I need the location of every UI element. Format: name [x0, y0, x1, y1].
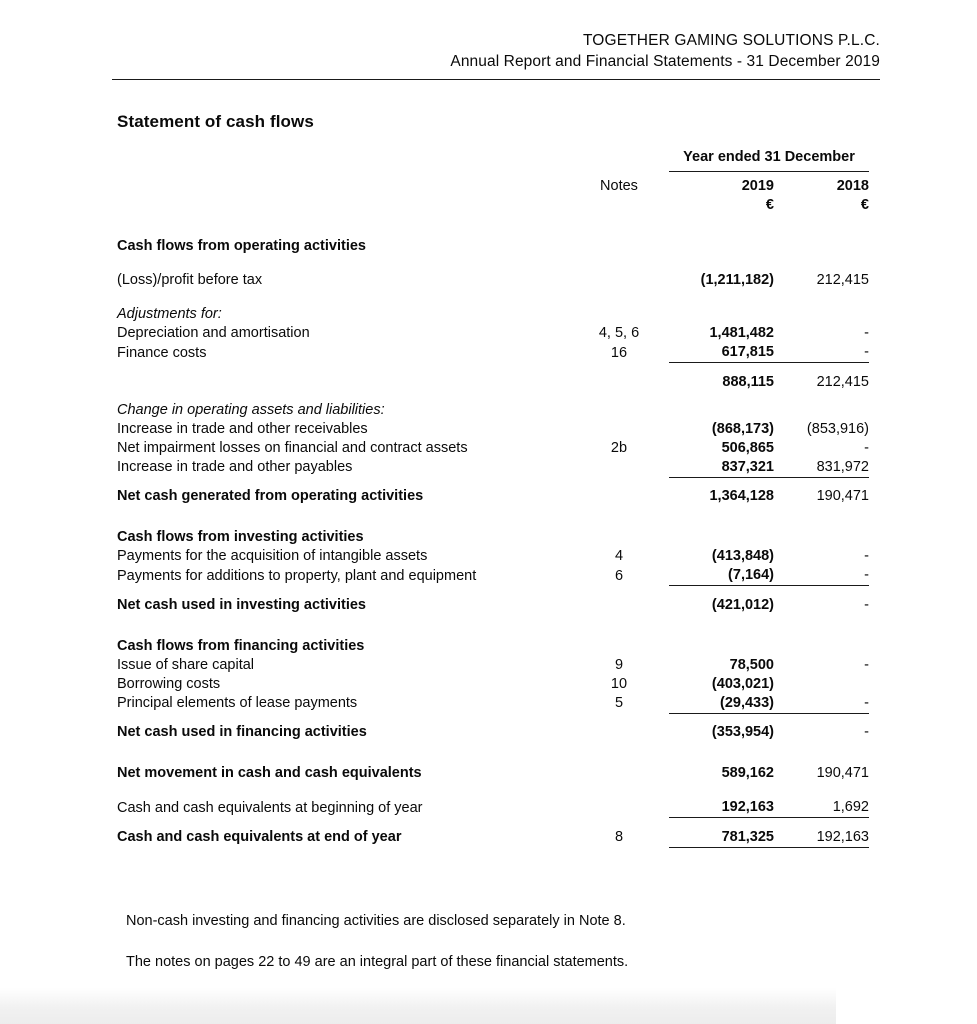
row-value-2018: 212,415 — [816, 272, 869, 288]
table-row-subtotal — [117, 373, 869, 392]
table-row — [117, 566, 869, 586]
row-value-2019: (868,173) — [711, 420, 774, 437]
row-label: Payments for the acquisition of intangible assets — [117, 548, 428, 564]
investing-heading-label: Cash flows from investing activities — [117, 529, 364, 545]
scan-edge-artifact — [0, 988, 836, 1024]
row-value-2018: 192,163 — [816, 828, 869, 845]
row-value-2018: - — [864, 694, 869, 711]
table-row — [117, 656, 869, 675]
currency-symbol-2018: € — [860, 197, 869, 213]
footnote-pages: The notes on pages 22 to 49 are an integral part of these financial statements. — [126, 954, 629, 970]
financing-heading-label: Cash flows from financing activities — [117, 637, 365, 654]
table-row — [117, 324, 869, 343]
row-notes — [569, 271, 669, 290]
column-header-notes: Notes — [600, 178, 638, 194]
currency-symbol-2019: € — [765, 197, 774, 213]
table-header-columns-row — [117, 177, 869, 196]
table-header-year-row — [117, 148, 869, 172]
row-label: Finance costs — [117, 344, 207, 361]
row-notes: 9 — [614, 656, 624, 673]
change-heading-label: Change in operating assets and liabilities: — [117, 401, 385, 418]
section-heading-financing — [117, 637, 869, 656]
row-value-2019: 781,325 — [721, 828, 774, 845]
total-rule-bottom — [117, 847, 869, 857]
company-name: TOGETHER GAMING SOLUTIONS P.L.C. — [582, 32, 880, 49]
row-label: Net cash generated from operating activities — [117, 488, 424, 504]
row-value-2019: 78,500 — [729, 656, 774, 673]
row-value-2019: (1,211,182) — [700, 272, 774, 288]
document-running-header — [112, 30, 880, 72]
row-value-2019: (413,848) — [711, 548, 774, 564]
table-header-currency-row — [117, 196, 869, 215]
table-row-cash-end — [117, 828, 869, 848]
row-label: (Loss)/profit before tax — [117, 272, 263, 288]
table-row-total-investing — [117, 596, 869, 615]
row-notes — [569, 458, 669, 478]
row-notes: 8 — [614, 829, 624, 845]
row-value-2018: - — [864, 344, 869, 360]
row-value-2018: (853,916) — [806, 420, 869, 437]
row-value-2019: (421,012) — [711, 596, 774, 613]
row-value-2018: - — [864, 439, 869, 456]
row-notes — [569, 764, 669, 783]
row-label: Borrowing costs — [117, 675, 221, 692]
row-notes: 4 — [614, 548, 624, 564]
table-row-total-financing — [117, 723, 869, 742]
row-label: Net cash used in financing activities — [117, 724, 367, 740]
row-value-2019: 192,163 — [721, 799, 774, 815]
table-row — [117, 439, 869, 458]
table-row — [117, 458, 869, 478]
row-notes — [569, 596, 669, 615]
section-heading-investing — [117, 528, 869, 547]
subtotal-rule-financing — [117, 713, 869, 723]
row-notes: 4, 5, 6 — [598, 325, 640, 341]
row-value-2019: 506,865 — [721, 439, 774, 456]
row-notes — [569, 487, 669, 506]
operating-heading-label: Cash flows from operating activities — [117, 238, 366, 254]
table-row — [117, 343, 869, 363]
row-notes: 5 — [614, 695, 624, 711]
row-label: Depreciation and amortisation — [117, 325, 310, 341]
subtotal-rule-operating — [117, 477, 869, 487]
column-header-2018: 2018 — [836, 178, 869, 194]
row-value-2018: - — [864, 656, 869, 673]
row-notes — [569, 798, 669, 818]
row-label: Net movement in cash and cash equivalents — [117, 765, 422, 781]
row-notes: 10 — [610, 675, 628, 692]
year-ended-header: Year ended 31 December — [669, 148, 869, 172]
row-value-2019: 589,162 — [721, 765, 774, 781]
table-row-cash-beginning — [117, 798, 869, 818]
section-heading-operating — [117, 237, 869, 256]
row-value-2019: 617,815 — [721, 344, 774, 360]
adjustments-heading-label: Adjustments for: — [117, 306, 222, 322]
row-value-2019: 888,115 — [722, 373, 774, 390]
row-notes — [569, 420, 669, 439]
row-value-2018: 190,471 — [816, 765, 869, 781]
row-label: Net cash used in investing activities — [117, 596, 366, 613]
row-value-2019: 837,321 — [721, 458, 774, 475]
row-label: Net impairment losses on financial and contract assets — [117, 439, 468, 456]
table-row — [117, 547, 869, 566]
footnote-noncash: Non-cash investing and financing activities are disclosed separately in Note 8. — [126, 913, 626, 929]
subtotal-rule-investing — [117, 586, 869, 596]
cash-flow-statement-table — [117, 148, 869, 857]
row-label — [117, 373, 569, 392]
row-value-2018: - — [864, 325, 869, 341]
row-value-2018: 190,471 — [816, 488, 869, 504]
page-title: Statement of cash flows — [117, 112, 314, 131]
row-label: Cash and cash equivalents at end of year — [117, 829, 402, 845]
subsection-heading-adjustments — [117, 305, 869, 324]
row-value-2018: 212,415 — [816, 373, 869, 390]
row-label: Payments for additions to property, plant and equipment — [117, 567, 477, 584]
table-row — [117, 694, 869, 714]
report-subtitle: Annual Report and Financial Statements - 31 December 2019 — [450, 53, 880, 70]
row-label: Cash and cash equivalents at beginning of year — [117, 799, 423, 816]
row-value-2018: - — [864, 596, 869, 613]
row-notes: 16 — [610, 344, 628, 361]
row-value-2019: (353,954) — [711, 724, 774, 740]
row-value-2018: - — [864, 548, 869, 564]
subsection-heading-change-operating — [117, 401, 869, 420]
row-value-2018: - — [864, 724, 869, 740]
subtotal-rule-adjustments — [117, 363, 869, 373]
row-label: Increase in trade and other receivables — [117, 420, 368, 437]
row-notes — [569, 373, 669, 392]
table-row — [117, 675, 869, 694]
row-value-2018: - — [864, 567, 869, 583]
row-label: Issue of share capital — [117, 656, 255, 673]
row-notes — [569, 723, 669, 742]
row-label: Principal elements of lease payments — [117, 695, 358, 711]
header-divider-rule — [112, 79, 880, 80]
total-rule-top — [117, 818, 869, 828]
table-row — [117, 420, 869, 439]
table-row-net-movement — [117, 764, 869, 783]
row-value-2019: (403,021) — [711, 675, 774, 692]
row-value-2019: 1,364,128 — [709, 488, 774, 504]
footnotes-block — [126, 912, 866, 994]
table-row — [117, 271, 869, 290]
row-value-2019: (7,164) — [728, 567, 774, 583]
row-notes: 2b — [610, 439, 628, 456]
row-value-2018: 1,692 — [832, 799, 869, 815]
row-notes: 6 — [614, 567, 624, 584]
column-header-2019: 2019 — [741, 178, 774, 194]
row-value-2018 — [774, 675, 869, 694]
row-value-2019: 1,481,482 — [709, 325, 774, 341]
row-label: Increase in trade and other payables — [117, 459, 353, 475]
row-value-2018: 831,972 — [816, 458, 869, 475]
row-value-2019: (29,433) — [719, 694, 774, 711]
table-row-total-operating — [117, 487, 869, 506]
